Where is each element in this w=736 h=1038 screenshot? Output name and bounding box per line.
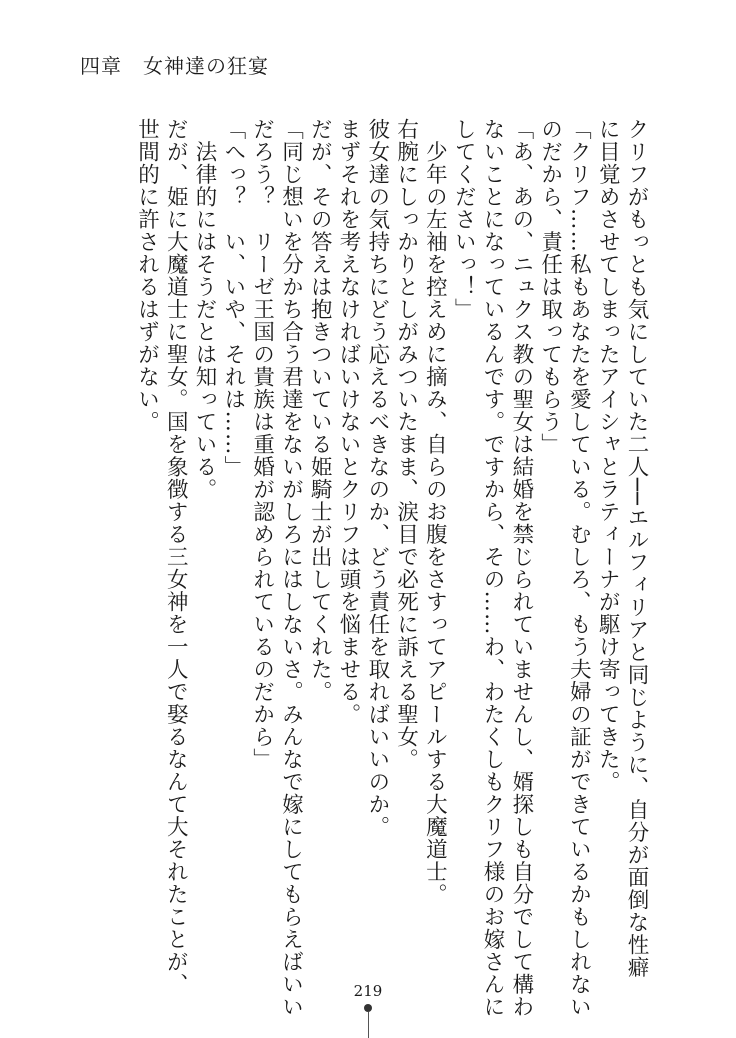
ornament-stem <box>368 1012 369 1038</box>
page-ornament <box>364 1004 372 1038</box>
text-line: 「あ、あの、ニュクス教の聖女は結婚を禁じられていませんし、婿探しも自分でして構わ <box>508 118 534 1018</box>
text-line: に目覚めさせてしまったアイシャとラティーナが駆け寄ってきた。 <box>595 118 621 793</box>
text-line: 彼女達の気持ちにどう応えるべきなのか、どう責任を取ればいいのか。 <box>364 118 390 838</box>
text-line: ないことになっているんです。ですから、その……わ、わたくしもクリフ様のお嫁さんに <box>480 118 506 1018</box>
chapter-header: 四章 女神達の狂宴 <box>80 54 269 78</box>
text-line: まずそれを考えなければいけないとクリフは頭を悩ませる。 <box>336 118 362 726</box>
text-line: だが、その答えは抱きついている姫騎士が出してくれた。 <box>307 118 333 703</box>
text-line: 「へっ？ い、いや、それは……」 <box>220 118 246 478</box>
text-line: だろう？ リーゼ王国の貴族は重婚が認められているのだから」 <box>249 118 275 771</box>
text-line: 「クリフ……私もあなたを愛している。むしろ、もう夫婦の証ができているかもしれない <box>566 118 592 1018</box>
page-number: 219 <box>353 982 383 1000</box>
text-line: だが、姫に大魔道士に聖女。国を象徴する三女神を一人で娶るなんて大それたことが、 <box>163 118 189 996</box>
ornament-dot <box>364 1004 372 1012</box>
text-line: クリフがもっとも気にしていた二人──エルフィリアと同じように、自分が面倒な性癖 <box>624 118 649 979</box>
text-line: 「同じ想いを分かち合う君達をないがしろにはしないさ。みんなで嫁にしてもらえばいい <box>278 118 304 1018</box>
text-line: 世間的に許されるはずがない。 <box>134 118 160 433</box>
text-line: 右腕にしっかりとしがみついたまま、涙目で必死に訴える聖女。 <box>393 118 419 771</box>
text-line: 法律的にはそうだとは知っている。 <box>192 118 218 501</box>
text-line: してくださいっ！」 <box>451 118 477 321</box>
text-line: 少年の左袖を控えめに摘み、自らのお腹をさすってアピールする大魔道士。 <box>422 118 448 906</box>
text-line: のだから、責任は取ってもらう」 <box>537 118 563 456</box>
